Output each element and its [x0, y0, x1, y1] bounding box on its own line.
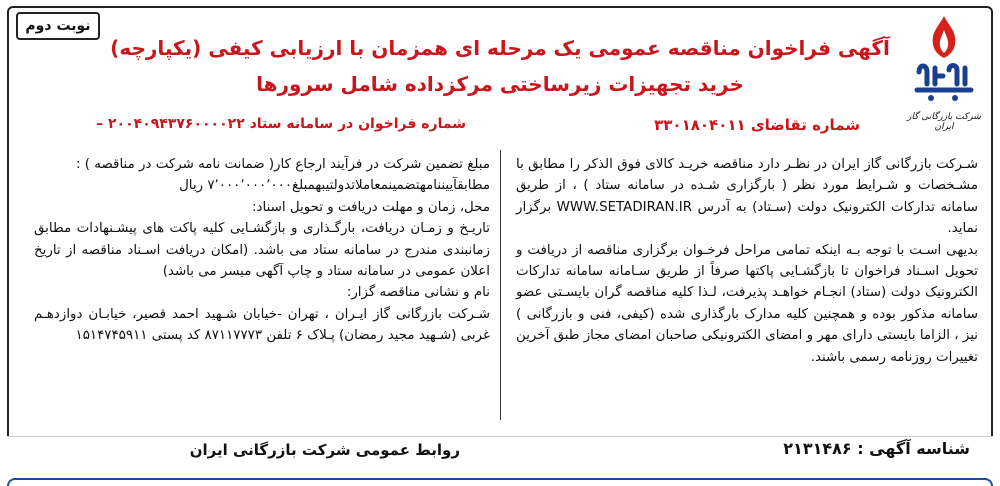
flame-icon: [909, 12, 979, 110]
address-heading: نام و نشانی مناقصه گزار:: [346, 285, 490, 301]
documents-heading: محل، زمان و مهلت دریافت و تحویل اسناد:: [252, 199, 490, 215]
guarantee-heading: مبلغ تضمین شرکت در فرآیند ارجاع کار( ضمانت نامه شرکت در مناقصه ) :: [76, 157, 490, 172]
documents-text: تاریـخ و زمـان دریافت، بارگـذاری و بازگشـایی کلیه پاکت های پیشـنهادات مطابق زمانبندی مندرج در سامانه ستاد می باشد. (امکان دریافت اسـناد مناقصه از تاریخ اعلان عمومی در سامانه ستاد و چاپ آگهی میسر می باشد): [34, 221, 490, 280]
publication-round-tag: نوبت دوم: [16, 12, 100, 40]
column-divider: [500, 150, 501, 420]
call-number: شماره فراخوان در سامانه ستاد ۲۰۰۴۰۹۴۳۷۶۰۰۰۰۲۲ –: [96, 116, 466, 132]
guarantee-text: مطابقآییننامهتضمینمعاملاتدولتیبهمبلغ۷٬۰۰۰٬۰۰۰٬۰۰۰ ریال: [179, 178, 490, 194]
public-relations-signature: روابط عمومی شرکت بازرگانی ایران: [189, 441, 460, 459]
left-column: [34, 154, 490, 347]
company-logo: [902, 12, 986, 132]
next-ad-border: [7, 478, 993, 486]
request-number: شماره تقاضای ۳۳۰۱۸۰۴۰۱۱: [654, 116, 860, 134]
address-text: شـرکت بازرگانی گاز ایـران ، تهران -خیابان شـهید احمد قصیر، خیابـان دوازدهـم غربی (شـهید مجید رمضان) پـلاک ۶ تلفن ۸۷۱۱۷۷۷۳ کد پستی ۱۵۱۴۷۴۵۹۱۱: [34, 306, 490, 344]
right-column: [516, 154, 978, 368]
paragraph-conditions: بدیهی اسـت با توجه بـه اینکه تمامی مراحل فرخـوان برگزاری مناقصه از دریافت و تحویل اسـناد فراخوان تا بازگشـایی پاکتها صرفاً از طریق سـامانه سامانه تدارکات الکترونیک دولت (ستاد) انجـام خواهـد پذیرفت، لـذا کلیه مناقصه گران بایسـتی عضو سامانه مذکور بوده و همچنین کلیه مدارک بارگذاری شده (کیفی، فنی و بازرگانی ) نیز ، الزاما بایستی دارای مهر و امضای الکترونیکی صاحبان امضای مجاز طبق آخرین تغییرات روزنامه رسمی باشند.: [516, 242, 978, 365]
paragraph-intro: شـرکت بازرگانی گاز ایران در نظـر دارد مناقصه خریـد کالای فوق الذکر را مطابق با مشـخصات و شـرایط مورد نظر ( بارگزاری شـده در سامانه ستاد ) ، از طریق سامانه تدارکات الکترونیک دولت (سـتاد) به آدرس WWW.SETADIRAN.IR برگزار نماید.: [516, 157, 978, 237]
page-title: آگهی فراخوان مناقصه عمومی یک مرحله ای همزمان با ارزیابی کیفی (یکپارچه): [110, 36, 890, 60]
ad-id: شناسه آگهی : ۲۱۳۱۴۸۶: [783, 439, 970, 458]
page-subtitle: خرید تجهیزات زیرساختی مرکزداده شامل سرورها: [256, 72, 744, 96]
logo-caption: شرکت بازرگانی گاز ایران: [907, 112, 981, 132]
